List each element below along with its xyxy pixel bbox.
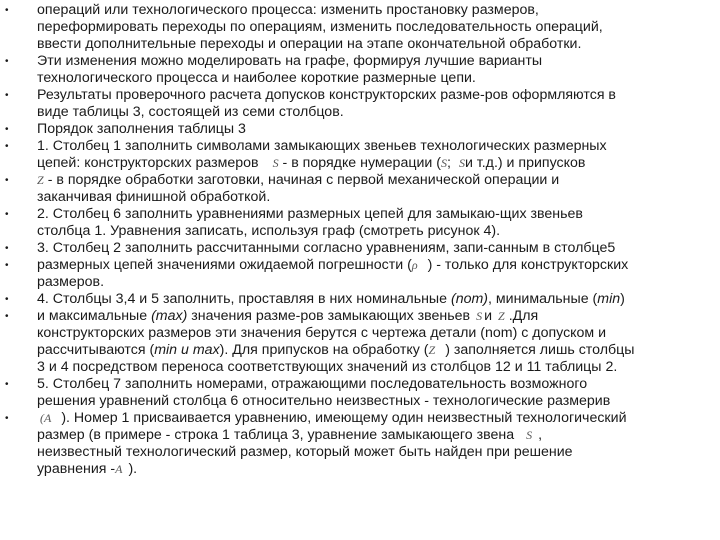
bullet: • <box>5 56 9 67</box>
text-line <box>37 342 634 359</box>
text-span: ) <box>620 291 625 307</box>
text-span: и <box>484 308 493 324</box>
text-line <box>37 155 585 172</box>
text-span: ). Номер 1 присваивается уравнению, имеющему один неизвестный технологический <box>61 410 627 426</box>
text-italic: min <box>597 291 621 307</box>
text-span: значения разме-ров замыкающих звеньев <box>187 308 471 324</box>
math-symbol: S <box>476 309 483 323</box>
text-line <box>37 291 625 308</box>
bullet: • <box>5 90 9 101</box>
bullet: • <box>5 311 9 322</box>
text-span: цепей: конструкторских размеров <box>37 155 259 171</box>
bullet: • <box>5 5 9 16</box>
math-symbol: S <box>272 156 279 170</box>
text-line: заканчивая финишной обработкой. <box>37 189 271 205</box>
math-symbol: A <box>115 462 123 476</box>
text-span: размерных цепей значениями ожидаемой погрешности ( <box>37 257 412 273</box>
math-symbol: Z <box>37 173 44 187</box>
text-line <box>37 257 628 274</box>
text-line: столбца 1. Уравнения записать, используя граф (смотреть рисунок 4). <box>37 223 501 239</box>
text-span: ). Для припусков на обработку ( <box>219 342 429 358</box>
text-line: решения уравнений столбца 6 относительно неизвестных - технологические размерив <box>37 393 611 409</box>
bullet: • <box>5 413 9 424</box>
math-symbol: ρ <box>411 258 418 272</box>
text-span: ) - только для конструкторских <box>427 257 629 273</box>
text-span: уравнения - <box>37 461 116 477</box>
text-span: ) заполняется лишь столбцы <box>445 342 635 358</box>
text-span: - в порядке нумерации ( <box>278 155 441 171</box>
text-span: - в порядке обработки заготовки, начиная с первой механической операции и <box>47 172 560 188</box>
text-line: ввести дополнительные переходы и операции на этапе окончательной обработки. <box>37 36 582 52</box>
text-line: переформировать переходы по операциям, изменить последовательность операций, <box>37 19 603 35</box>
math-symbol: Z <box>498 309 505 323</box>
math-symbol: (A <box>40 411 52 425</box>
text-italic: (nom) <box>450 291 489 307</box>
bullet: • <box>5 209 9 220</box>
text-line <box>37 410 627 427</box>
math-symbol: S <box>458 156 465 170</box>
text-line: операций или технологического процесса: изменить простановку размеров, <box>37 2 539 18</box>
text-span: .Для <box>508 308 539 324</box>
math-symbol: S <box>526 428 533 442</box>
bullet: • <box>5 379 9 390</box>
text-line: конструкторских размеров эти значения берутся с чертежа детали (nom) с допуском и <box>37 325 607 341</box>
text-line: 1. Столбец 1 заполнить символами замыкающих звеньев технологических размерных <box>37 138 607 154</box>
text-line: Результаты проверочного расчета допусков конструкторских разме-ров оформляются в <box>37 87 616 103</box>
text-span: ). <box>128 461 138 477</box>
text-italic: (max) <box>151 308 188 324</box>
text-span: , <box>538 427 543 443</box>
bullet: • <box>5 175 9 186</box>
text-line: 5. Столбец 7 заполнить номерами, отражающими последовательность возможного <box>37 376 588 392</box>
text-span: рассчитываются ( <box>37 342 155 358</box>
text-span: и максимальные <box>37 308 152 324</box>
text-line <box>37 427 542 444</box>
bullet: • <box>5 141 9 152</box>
text-span: и т.д.) и припусков <box>464 155 586 171</box>
text-line: размеров. <box>37 274 105 290</box>
text-line: 2. Столбец 6 заполнить уравнениями размерных цепей для замыкаю-щих звеньев <box>37 206 583 222</box>
bullet: • <box>5 294 9 305</box>
text-line: технологического процесса и наиболее короткие размерные цепи. <box>37 70 476 86</box>
text-italic: min и max <box>154 342 220 358</box>
bullet: • <box>5 243 9 254</box>
text-span: 4. Столбцы 3,4 и 5 заполнить, проставляя в них номинальные <box>37 291 451 307</box>
text-line: Эти изменения можно моделировать на графе, формируя лучшие варианты <box>37 53 543 69</box>
text-span: ; <box>446 155 451 171</box>
text-line: 3. Столбец 2 заполнить рассчитанными согласно уравнениям, запи-санным в столбце5 <box>37 240 616 256</box>
text-line <box>37 172 559 189</box>
text-line <box>37 308 538 325</box>
bullet: • <box>5 260 9 271</box>
text-line <box>37 461 137 478</box>
text-span: , минимальные ( <box>488 291 598 307</box>
text-line: Порядок заполнения таблицы 3 <box>37 121 246 137</box>
bullet: • <box>5 124 9 135</box>
text-line: виде таблицы 3, состоящей из семи столбцов. <box>37 104 344 120</box>
text-line: 3 и 4 посредством переноса соответствующих значений из столбцов 12 и 11 таблицы 2. <box>37 359 618 375</box>
math-symbol: S <box>440 156 447 170</box>
math-symbol: Z <box>428 343 436 357</box>
text-span: размер (в примере - строка 1 таблица 3, уравнение замыкающего звена <box>37 427 515 443</box>
text-line: неизвестный технологический размер, который может быть найден при решение <box>37 444 573 460</box>
